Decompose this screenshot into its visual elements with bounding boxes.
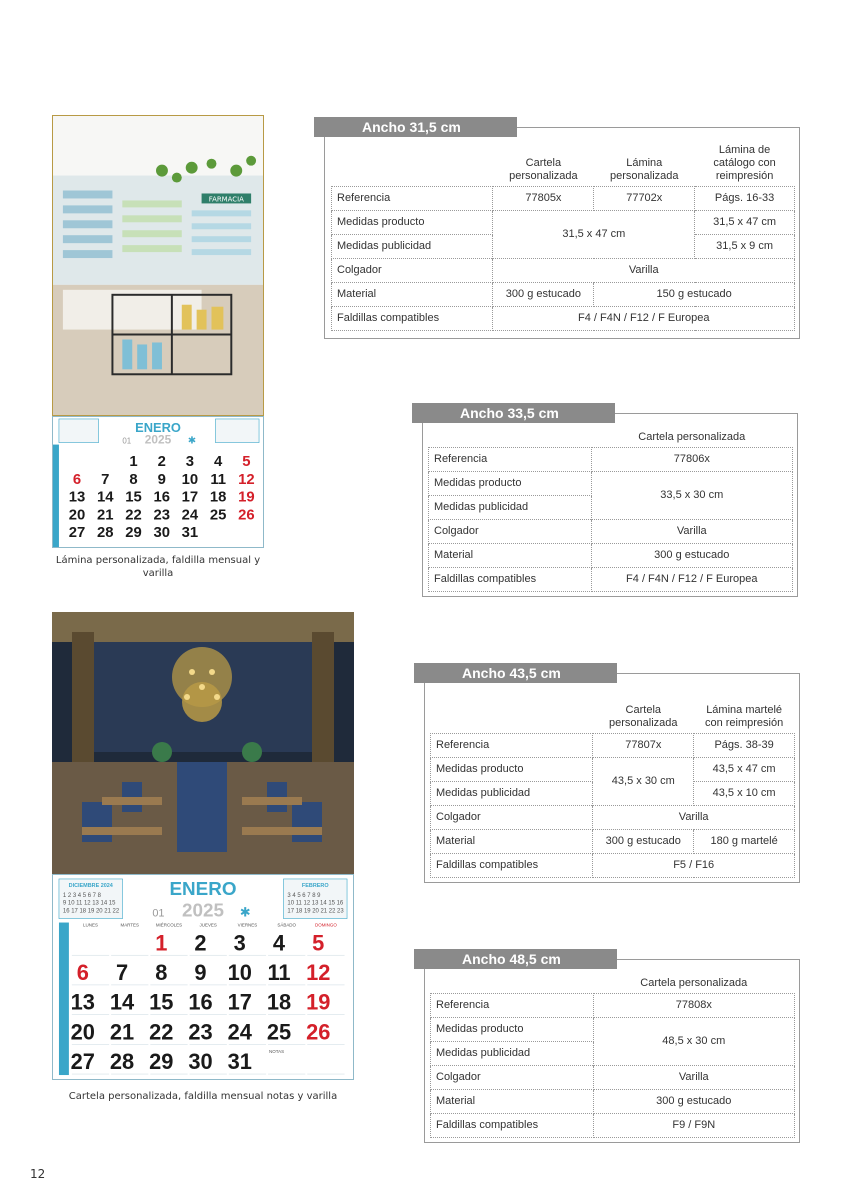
calendar-day: 1 [129,454,138,471]
calendar-day: 16 [188,989,213,1015]
calendar-day: 7 [115,960,129,985]
column-header: Cartela personalizada [509,156,578,182]
calendar-day: 3 [185,454,195,471]
calendar-month-number: 01 [152,907,165,920]
notes-label: NOTAS [269,1049,285,1055]
calendar-day: 22 [125,507,142,524]
calendar-day: 29 [149,1049,174,1075]
svg-text:17 18 19 20 21 22 23: 17 18 19 20 21 22 23 [287,908,344,915]
calendar-day: 3 [233,930,246,956]
calendar-day-header: DOMINGO [315,922,337,928]
row-label: Faldillas compatibles [431,1113,594,1137]
calendar-month: ENERO [135,419,181,435]
calendar-day: 5 [312,930,325,956]
calendar-day: 24 [181,507,199,524]
calendar-day: 7 [101,472,110,488]
calendar-day: 28 [109,1049,135,1075]
calendar-day: 21 [109,1019,135,1045]
cell-value: 31,5 x 47 cm [493,210,695,258]
calendar-day: 24 [227,1019,252,1045]
spec-table-ancho-31-5 [314,117,800,339]
calendar-day: 31 [181,525,199,542]
calendar-day: 19 [306,989,331,1015]
calendar-day-header: MIÉRCOLES [155,922,183,928]
calendar-day: 15 [149,989,174,1015]
calendar-day: 14 [96,489,114,506]
cell-value: 31,5 x 9 cm [695,234,795,258]
calendar-day-header: LUNES [83,922,98,928]
calendar-day: 30 [153,525,170,542]
calendar-month-number: 01 [122,436,132,446]
calendar-day: 8 [129,472,138,488]
calendar-month: ENERO [169,877,237,899]
cell-value: Págs. 38-39 [694,733,795,757]
row-label: Medidas publicidad [429,495,592,519]
calendar-day: 16 [153,489,170,506]
row-label: Medidas publicidad [431,781,593,805]
calendar-day: 10 [181,472,199,488]
spec-table-ancho-43-5 [414,663,800,883]
calendar-day: 23 [153,507,170,524]
small-calendar [52,416,264,548]
calendar-day: 12 [306,960,331,985]
cell-value: 180 g martelé [694,829,795,853]
cell-value: 77807x [593,733,694,757]
column-header: Cartela personalizada [640,976,748,989]
prev-month-label: DICIEMBRE 2024 [68,882,113,889]
calendar-year: 2025 [182,899,224,921]
page-number: 12 [30,1167,46,1181]
cell-value: 300 g estucado [591,543,792,567]
row-label: Medidas producto [429,471,592,495]
calendar-day: 22 [149,1019,174,1045]
svg-text:FARMACIA: FARMACIA [208,195,244,204]
cell-value: Varilla [593,1065,794,1089]
next-month-label: FEBRERO [301,882,329,889]
calendar-day: 12 [238,472,255,488]
calendar-day: 6 [72,472,82,488]
cell-value: F9 / F9N [593,1113,794,1137]
calendar-day: 4 [272,930,286,956]
calendar-day: 10 [227,960,252,985]
calendar-day: 20 [68,507,86,524]
row-label: Referencia [429,447,592,471]
calendar-year: 2025 [144,432,172,447]
calendar-day-header: SÁBADO [277,922,296,928]
cell-value: Varilla [593,805,795,829]
row-label: Material [332,282,493,306]
row-label: Medidas producto [431,1017,594,1041]
calendar-day: 9 [157,472,166,488]
calendar-day: 27 [70,1049,95,1075]
calendar-day: 4 [214,454,223,471]
row-label: Referencia [431,993,594,1017]
column-header: Cartela personalizada [609,703,678,729]
calendar-day: 5 [242,454,251,471]
cell-value: 300 g estucado [593,1089,794,1113]
calendar-day: 13 [70,989,95,1015]
cell-value: 48,5 x 30 cm [593,1017,794,1065]
spec-table-ancho-48-5 [414,949,800,1143]
spec-table-ancho-33-5 [412,403,798,597]
calendar-day: 26 [306,1019,331,1045]
calendar-day: 29 [125,525,142,542]
calendar-day: 8 [155,960,168,985]
cell-value: Varilla [493,258,795,282]
row-label: Faldillas compatibles [429,567,592,591]
calendar-day: 25 [209,507,227,524]
calendar-day: 17 [181,489,199,506]
row-label: Medidas producto [332,210,493,234]
calendar-day: 17 [227,989,252,1015]
cell-value: 300 g estucado [593,829,694,853]
cell-value: 300 g estucado [493,282,594,306]
calendar-day: 11 [210,472,227,488]
row-label: Medidas publicidad [332,234,493,258]
calendar-day: 28 [96,525,114,542]
spec-title: Ancho 33,5 cm [412,403,615,423]
row-label: Colgador [429,519,592,543]
cell-value: 77808x [593,993,794,1017]
calendar-day-header: JUEVES [199,922,217,928]
cell-value: 43,5 x 47 cm [694,757,795,781]
spec-title: Ancho 48,5 cm [414,949,617,969]
row-label: Colgador [431,805,593,829]
cell-value: 43,5 x 10 cm [694,781,795,805]
snowflake-icon: ✱ [187,435,197,447]
column-header: Lámina martelé con reimpresión [704,703,784,729]
calendar-day: 26 [238,507,255,524]
cell-value: 150 g estucado [594,282,795,306]
cell-value: 77702x [594,186,695,210]
calendar-day: 31 [227,1049,252,1075]
calendar-day: 20 [70,1019,95,1045]
calendar-day: 14 [109,989,135,1015]
svg-text:16 17 18 19 20 21 22: 16 17 18 19 20 21 22 [62,908,120,915]
cell-value: 77805x [493,186,594,210]
cell-value: 33,5 x 30 cm [591,471,792,519]
restaurant-photo [52,612,354,874]
product-caption-1: Lámina personalizada, faldilla mensual y varilla [55,555,261,579]
calendar-day: 9 [194,960,207,985]
svg-text:1 2 3 4 5 6 7 8: 1 2 3 4 5 6 7 8 [62,892,101,899]
calendar-day: 21 [96,507,114,524]
calendar-day: 23 [188,1019,213,1045]
svg-text:10 11 12 13 14 15 16: 10 11 12 13 14 15 16 [287,900,344,907]
row-label: Material [431,1089,594,1113]
row-label: Referencia [431,733,593,757]
column-header: Lámina personalizada [610,156,679,182]
row-label: Colgador [332,258,493,282]
large-calendar [52,874,354,1080]
calendar-day: 19 [238,489,255,506]
product-caption-2: Cartela personalizada, faldilla mensual notas y varilla [68,1091,338,1102]
pharmacy-photo [52,115,264,416]
calendar-day: 18 [266,989,292,1015]
calendar-day: 25 [266,1019,292,1045]
cell-value: F5 / F16 [593,853,795,877]
row-label: Medidas producto [431,757,593,781]
column-header: Cartela personalizada [638,430,746,443]
svg-text:9 10 11 12 13 14 15: 9 10 11 12 13 14 15 [62,900,116,907]
calendar-day: 18 [209,489,227,506]
cell-value: 43,5 x 30 cm [593,757,694,805]
calendar-day: 30 [188,1049,213,1075]
row-label: Material [429,543,592,567]
row-label: Material [431,829,593,853]
row-label: Medidas publicidad [431,1041,594,1065]
calendar-day: 6 [76,960,89,985]
cell-value: 31,5 x 47 cm [695,210,795,234]
calendar-day: 2 [194,930,207,956]
row-label: Faldillas compatibles [332,306,493,330]
calendar-day: 27 [68,525,86,542]
spec-title: Ancho 43,5 cm [414,663,617,683]
row-label: Faldillas compatibles [431,853,593,877]
calendar-day: 13 [68,489,86,506]
calendar-day: 1 [155,930,168,956]
snowflake-icon: ✱ [239,905,251,921]
cell-value: 77806x [591,447,792,471]
cell-value: F4 / F4N / F12 / F Europea [493,306,795,330]
row-label: Colgador [431,1065,594,1089]
svg-text:3 4 5 6 7 8 9: 3 4 5 6 7 8 9 [287,892,321,899]
cell-value: Varilla [591,519,792,543]
calendar-day: 2 [157,454,166,471]
calendar-day-header: VIERNES [237,922,258,928]
calendar-day: 11 [267,960,291,985]
calendar-day: 15 [125,489,142,506]
cell-value: Págs. 16-33 [695,186,795,210]
calendar-day-header: MARTES [120,922,139,928]
row-label: Referencia [332,186,493,210]
spec-title: Ancho 31,5 cm [314,117,517,137]
column-header: Lámina de catálogo con reimpresión [713,143,776,182]
cell-value: F4 / F4N / F12 / F Europea [591,567,792,591]
